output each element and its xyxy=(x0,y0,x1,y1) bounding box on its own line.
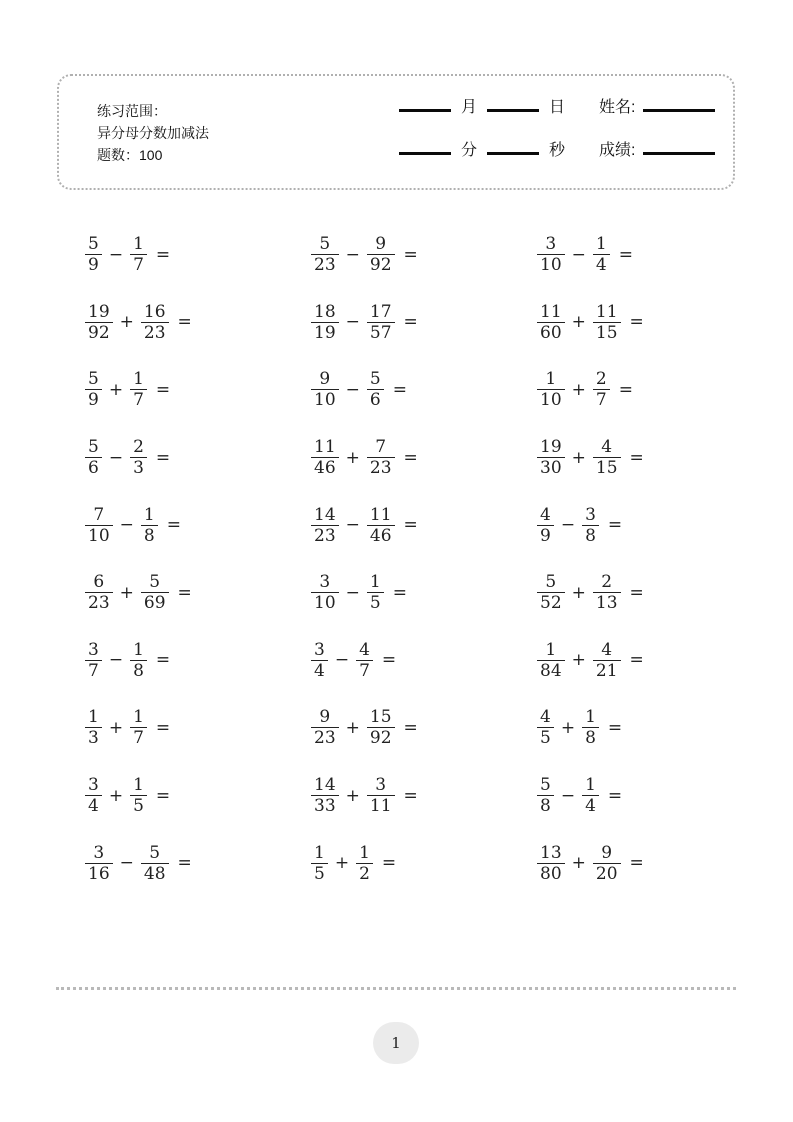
denominator: 10 xyxy=(540,390,562,411)
operator: − xyxy=(571,244,586,265)
denominator: 7 xyxy=(359,660,370,681)
fraction xyxy=(141,505,158,546)
numerator: 3 xyxy=(85,640,102,661)
denominator: 7 xyxy=(133,728,144,749)
fraction xyxy=(537,707,554,748)
operator: + xyxy=(571,650,586,671)
problem xyxy=(57,627,283,695)
numerator: 14 xyxy=(311,505,339,526)
numerator: 5 xyxy=(367,369,384,390)
numerator: 1 xyxy=(311,843,328,864)
problem xyxy=(283,694,509,762)
page-number: 1 xyxy=(391,1034,401,1052)
numerator: 5 xyxy=(85,437,102,458)
denominator: 3 xyxy=(88,728,99,749)
numerator: 2 xyxy=(593,369,610,390)
operator: − xyxy=(345,379,360,400)
equals-sign: = xyxy=(155,785,171,806)
numerator: 1 xyxy=(537,369,565,390)
operator: − xyxy=(119,853,134,874)
problem xyxy=(283,762,509,830)
fraction xyxy=(85,640,102,681)
fraction xyxy=(141,302,169,343)
footer-divider xyxy=(56,987,736,990)
denominator: 57 xyxy=(369,322,392,343)
numerator: 5 xyxy=(141,843,169,864)
fraction xyxy=(537,234,565,275)
operator: − xyxy=(345,515,360,536)
operator: − xyxy=(560,785,576,806)
problem xyxy=(509,694,735,762)
equals-sign: = xyxy=(403,717,418,738)
numerator: 15 xyxy=(367,707,395,728)
fraction xyxy=(311,437,339,478)
name-blank xyxy=(643,109,715,112)
fraction xyxy=(593,302,621,343)
denominator: 80 xyxy=(540,863,562,884)
operator: − xyxy=(560,515,576,536)
denominator: 4 xyxy=(314,660,325,681)
numerator: 4 xyxy=(593,640,621,661)
problem xyxy=(283,221,509,289)
fraction xyxy=(141,843,169,884)
day-blank xyxy=(487,109,539,112)
problem xyxy=(509,559,735,627)
numerator: 7 xyxy=(367,437,395,458)
fraction xyxy=(582,707,599,748)
denominator: 46 xyxy=(314,458,336,479)
operator: + xyxy=(571,853,586,874)
numerator: 3 xyxy=(311,640,328,661)
problem xyxy=(57,356,283,424)
practice-scope-value: 异分母分数加减法 xyxy=(97,125,209,141)
equals-sign: = xyxy=(618,379,633,400)
numerator: 7 xyxy=(85,505,113,526)
denominator: 9 xyxy=(88,255,99,276)
numerator: 19 xyxy=(537,437,565,458)
denominator: 15 xyxy=(595,458,618,479)
numerator: 11 xyxy=(537,302,565,323)
denominator: 8 xyxy=(133,660,144,681)
problem xyxy=(283,829,509,897)
numerator: 5 xyxy=(537,572,565,593)
denominator: 11 xyxy=(369,796,392,817)
fraction xyxy=(537,302,565,343)
equals-sign: = xyxy=(403,785,418,806)
numerator: 9 xyxy=(367,234,395,255)
numerator: 5 xyxy=(311,234,339,255)
numerator: 9 xyxy=(311,369,339,390)
problem xyxy=(509,491,735,559)
fraction xyxy=(311,369,339,410)
numerator: 1 xyxy=(356,843,373,864)
denominator: 7 xyxy=(133,390,144,411)
equals-sign: = xyxy=(155,379,171,400)
problem xyxy=(57,559,283,627)
denominator: 4 xyxy=(595,255,607,276)
operator: − xyxy=(108,244,124,265)
equals-sign: = xyxy=(155,650,171,671)
fraction xyxy=(311,234,339,275)
equals-sign: = xyxy=(177,853,192,874)
numerator: 6 xyxy=(85,572,113,593)
equals-sign: = xyxy=(607,717,623,738)
fraction xyxy=(593,437,621,478)
fraction xyxy=(130,707,147,748)
operator: + xyxy=(119,312,134,333)
operator: + xyxy=(571,312,586,333)
fraction xyxy=(593,843,621,884)
denominator: 52 xyxy=(540,593,562,614)
date-name-row xyxy=(399,94,729,124)
problem xyxy=(57,424,283,492)
fraction xyxy=(85,775,102,816)
fraction xyxy=(130,234,147,275)
numerator: 19 xyxy=(85,302,113,323)
operator: − xyxy=(334,650,350,671)
numerator: 5 xyxy=(141,572,169,593)
numerator: 3 xyxy=(537,234,565,255)
fraction xyxy=(85,572,113,613)
numerator: 1 xyxy=(582,775,599,796)
denominator: 8 xyxy=(143,525,155,546)
denominator: 23 xyxy=(143,322,166,343)
fraction xyxy=(311,843,328,884)
denominator: 2 xyxy=(359,863,370,884)
equals-sign: = xyxy=(607,785,623,806)
numerator: 1 xyxy=(367,572,384,593)
minute-blank xyxy=(399,152,451,155)
fraction xyxy=(130,775,147,816)
problem xyxy=(509,424,735,492)
denominator: 7 xyxy=(133,255,144,276)
fraction xyxy=(537,775,554,816)
denominator: 5 xyxy=(314,863,325,884)
operator: + xyxy=(108,379,124,400)
denominator: 20 xyxy=(595,863,618,884)
fraction xyxy=(85,707,102,748)
question-count: 题数：100 xyxy=(97,147,163,163)
fraction xyxy=(130,437,147,478)
denominator: 23 xyxy=(314,728,336,749)
denominator: 92 xyxy=(88,322,110,343)
fraction xyxy=(85,843,113,884)
problem xyxy=(57,289,283,357)
numerator: 1 xyxy=(141,505,158,526)
denominator: 46 xyxy=(369,525,392,546)
numerator: 1 xyxy=(130,234,147,255)
numerator: 5 xyxy=(85,369,102,390)
numerator: 1 xyxy=(130,707,147,728)
equals-sign: = xyxy=(381,650,397,671)
numerator: 11 xyxy=(311,437,339,458)
denominator: 7 xyxy=(595,390,607,411)
equals-sign: = xyxy=(618,244,633,265)
equals-sign: = xyxy=(155,244,171,265)
denominator: 8 xyxy=(540,796,551,817)
problem xyxy=(283,559,509,627)
denominator: 8 xyxy=(585,728,596,749)
score-blank xyxy=(643,152,715,155)
problem xyxy=(283,424,509,492)
operator: + xyxy=(345,447,360,468)
fraction xyxy=(311,572,339,613)
page-number-badge xyxy=(373,1022,419,1064)
equals-sign: = xyxy=(403,312,418,333)
fraction xyxy=(367,369,384,410)
numerator: 9 xyxy=(593,843,621,864)
practice-scope-label: 练习范围： xyxy=(97,103,167,119)
denominator: 23 xyxy=(88,593,110,614)
operator: − xyxy=(345,582,360,603)
fraction xyxy=(367,572,384,613)
problem xyxy=(57,829,283,897)
denominator: 4 xyxy=(585,796,596,817)
problem xyxy=(509,289,735,357)
fraction xyxy=(593,369,610,410)
numerator: 11 xyxy=(593,302,621,323)
second-blank xyxy=(487,152,539,155)
operator: − xyxy=(108,447,124,468)
fraction xyxy=(356,843,373,884)
problem xyxy=(57,762,283,830)
fraction xyxy=(356,640,373,681)
numerator: 4 xyxy=(537,707,554,728)
denominator: 5 xyxy=(369,593,381,614)
header-fill-in xyxy=(399,94,729,180)
header-info xyxy=(97,100,209,166)
operator: + xyxy=(560,717,576,738)
denominator: 8 xyxy=(585,525,596,546)
equals-sign: = xyxy=(381,853,397,874)
numerator: 1 xyxy=(130,775,147,796)
operator: + xyxy=(119,582,134,603)
denominator: 30 xyxy=(540,458,562,479)
fraction xyxy=(367,775,395,816)
denominator: 6 xyxy=(88,458,99,479)
numerator: 3 xyxy=(367,775,395,796)
numerator: 4 xyxy=(356,640,373,661)
equals-sign: = xyxy=(155,717,171,738)
denominator: 6 xyxy=(369,390,381,411)
numerator: 2 xyxy=(593,572,621,593)
name-label: 姓名: xyxy=(599,99,636,116)
denominator: 92 xyxy=(369,255,392,276)
numerator: 4 xyxy=(537,505,554,526)
denominator: 33 xyxy=(314,796,336,817)
fraction xyxy=(582,775,599,816)
fraction xyxy=(537,572,565,613)
header-box xyxy=(57,74,735,190)
fraction xyxy=(593,234,610,275)
equals-sign: = xyxy=(403,515,418,536)
numerator: 11 xyxy=(367,505,395,526)
denominator: 19 xyxy=(314,322,336,343)
numerator: 5 xyxy=(537,775,554,796)
problem xyxy=(283,289,509,357)
denominator: 69 xyxy=(143,593,166,614)
problem xyxy=(283,627,509,695)
fraction xyxy=(85,369,102,410)
fraction xyxy=(537,369,565,410)
denominator: 92 xyxy=(369,728,392,749)
fraction xyxy=(85,234,102,275)
denominator: 10 xyxy=(540,255,562,276)
equals-sign: = xyxy=(629,853,644,874)
numerator: 18 xyxy=(311,302,339,323)
fraction xyxy=(537,843,565,884)
equals-sign: = xyxy=(403,447,418,468)
day-label: 日 xyxy=(549,99,566,116)
denominator: 5 xyxy=(540,728,551,749)
operator: + xyxy=(108,717,124,738)
problem xyxy=(57,491,283,559)
equals-sign: = xyxy=(392,379,407,400)
fraction xyxy=(311,640,328,681)
numerator: 1 xyxy=(130,640,147,661)
fraction xyxy=(85,505,113,546)
fraction xyxy=(130,640,147,681)
fraction xyxy=(367,707,395,748)
numerator: 1 xyxy=(537,640,565,661)
time-score-row xyxy=(399,137,729,167)
problem xyxy=(509,829,735,897)
problem xyxy=(57,221,283,289)
fraction xyxy=(367,234,395,275)
operator: + xyxy=(571,447,586,468)
minute-label: 分 xyxy=(461,142,478,159)
equals-sign: = xyxy=(392,582,407,603)
problem xyxy=(509,627,735,695)
problem xyxy=(509,221,735,289)
problems-grid xyxy=(57,221,735,897)
score-label: 成绩: xyxy=(599,142,636,159)
numerator: 2 xyxy=(130,437,147,458)
equals-sign: = xyxy=(607,515,623,536)
fraction xyxy=(367,437,395,478)
equals-sign: = xyxy=(177,582,192,603)
fraction xyxy=(582,505,599,546)
operator: − xyxy=(108,650,124,671)
numerator: 3 xyxy=(85,775,102,796)
operator: − xyxy=(119,515,134,536)
denominator: 60 xyxy=(540,322,562,343)
denominator: 4 xyxy=(88,796,99,817)
operator: + xyxy=(345,717,360,738)
fraction xyxy=(593,572,621,613)
equals-sign: = xyxy=(629,447,644,468)
equals-sign: = xyxy=(629,312,644,333)
fraction xyxy=(537,437,565,478)
numerator: 1 xyxy=(593,234,610,255)
fraction xyxy=(311,707,339,748)
numerator: 13 xyxy=(537,843,565,864)
denominator: 10 xyxy=(314,593,336,614)
numerator: 3 xyxy=(85,843,113,864)
denominator: 9 xyxy=(88,390,99,411)
numerator: 3 xyxy=(582,505,599,526)
denominator: 23 xyxy=(314,525,336,546)
denominator: 9 xyxy=(540,525,551,546)
denominator: 16 xyxy=(88,863,110,884)
equals-sign: = xyxy=(629,650,644,671)
fraction xyxy=(367,302,395,343)
second-label: 秒 xyxy=(549,142,566,159)
equals-sign: = xyxy=(403,244,418,265)
numerator: 1 xyxy=(582,707,599,728)
numerator: 9 xyxy=(311,707,339,728)
denominator: 21 xyxy=(595,660,618,681)
operator: + xyxy=(571,582,586,603)
fraction xyxy=(537,640,565,681)
numerator: 16 xyxy=(141,302,169,323)
operator: + xyxy=(345,785,360,806)
denominator: 5 xyxy=(133,796,144,817)
fraction xyxy=(85,437,102,478)
denominator: 13 xyxy=(595,593,618,614)
fraction xyxy=(311,775,339,816)
operator: + xyxy=(108,785,124,806)
denominator: 48 xyxy=(143,863,166,884)
denominator: 15 xyxy=(595,322,618,343)
equals-sign: = xyxy=(166,515,181,536)
equals-sign: = xyxy=(177,312,192,333)
numerator: 1 xyxy=(130,369,147,390)
denominator: 3 xyxy=(133,458,144,479)
problem xyxy=(283,356,509,424)
numerator: 5 xyxy=(85,234,102,255)
equals-sign: = xyxy=(155,447,171,468)
month-label: 月 xyxy=(461,99,478,116)
operator: + xyxy=(571,379,586,400)
denominator: 10 xyxy=(314,390,336,411)
problem xyxy=(509,356,735,424)
numerator: 1 xyxy=(85,707,102,728)
fraction xyxy=(537,505,554,546)
fraction xyxy=(593,640,621,681)
fraction xyxy=(130,369,147,410)
fraction xyxy=(311,302,339,343)
operator: − xyxy=(345,244,360,265)
denominator: 23 xyxy=(314,255,336,276)
numerator: 14 xyxy=(311,775,339,796)
numerator: 17 xyxy=(367,302,395,323)
fraction xyxy=(141,572,169,613)
denominator: 84 xyxy=(540,660,562,681)
problem xyxy=(57,694,283,762)
numerator: 4 xyxy=(593,437,621,458)
fraction xyxy=(311,505,339,546)
denominator: 7 xyxy=(88,660,99,681)
month-blank xyxy=(399,109,451,112)
numerator: 3 xyxy=(311,572,339,593)
fraction xyxy=(367,505,395,546)
fraction xyxy=(85,302,113,343)
equals-sign: = xyxy=(629,582,644,603)
operator: − xyxy=(345,312,360,333)
problem xyxy=(509,762,735,830)
problem xyxy=(283,491,509,559)
denominator: 10 xyxy=(88,525,110,546)
denominator: 23 xyxy=(369,458,392,479)
operator: + xyxy=(334,853,350,874)
